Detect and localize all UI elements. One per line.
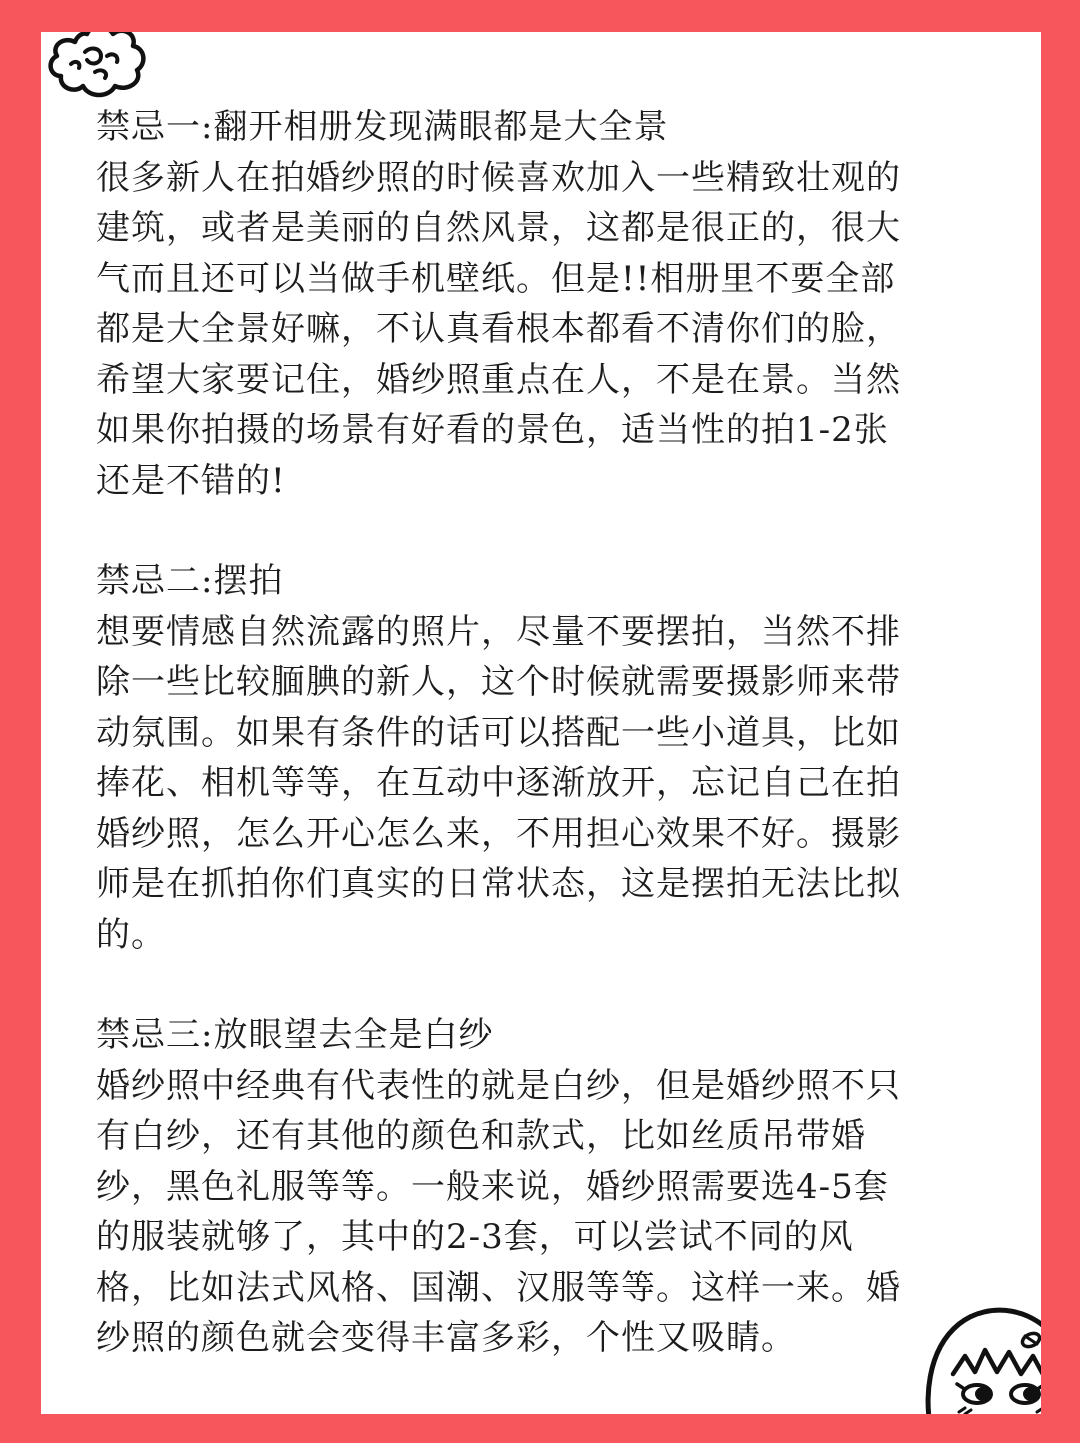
paragraph-line: 建筑，或者是美丽的自然风景，这都是很正的，很大	[96, 208, 901, 248]
paragraph-line: 还是不错的!	[96, 460, 286, 501]
article-card	[41, 32, 1041, 1414]
paragraph-line: 婚纱照，怎么开心怎么来，不用担心效果不好。摄影	[96, 813, 901, 854]
paragraph-line: 有白纱，还有其他的颜色和款式，比如丝质吊带婚	[96, 1116, 866, 1156]
paragraph-line: 纱照的颜色就会变得丰富多彩，个性又吸睛。	[96, 1318, 796, 1358]
paragraph-line: 很多新人在拍婚纱照的时候喜欢加入一些精致壮观的	[96, 157, 901, 198]
paragraph-line: 动氛围。如果有条件的话可以搭配一些小道具，比如	[96, 712, 901, 753]
paragraph-line: 希望大家要记住，婚纱照重点在人，不是在景。当然	[96, 359, 901, 400]
paragraph-line: 的服装就够了，其中的2-3套，可以尝试不同的风	[96, 1217, 854, 1257]
paragraph-line: 纱，黑色礼服等等。一般来说，婚纱照需要选4-5套	[96, 1166, 889, 1207]
paragraph-line: 都是大全景好嘛，不认真看根本都看不清你们的脸，	[96, 309, 901, 349]
paragraph-line: 如果你拍摄的场景有好看的景色，适当性的拍1-2张	[96, 410, 889, 450]
paragraph-line: 想要情感自然流露的照片，尽量不要摆拍，当然不排	[96, 611, 901, 652]
section-taboo-2	[96, 556, 996, 960]
paragraph-line: 格，比如法式风格、国潮、汉服等等。这样一来。婚	[96, 1267, 901, 1308]
paragraph-line: 婚纱照中经典有代表性的就是白纱，但是婚纱照不只	[96, 1065, 901, 1106]
article-body	[96, 102, 996, 1364]
paragraph-line: 气而且还可以当做手机壁纸。但是!!相册里不要全部	[96, 258, 896, 299]
section-taboo-3	[96, 1010, 996, 1364]
paragraph-line: 捧花、相机等等，在互动中逐渐放开，忘记自己在拍	[96, 763, 901, 803]
paragraph-line: 除一些比较腼腆的新人，这个时候就需要摄影师来带	[96, 662, 901, 702]
section-taboo-1	[96, 102, 996, 506]
paragraph-line: 师是在抓拍你们真实的日常状态，这是摆拍无法比拟	[96, 864, 901, 904]
section-title: 禁忌二:摆拍	[96, 561, 284, 601]
cloud-doodle-icon	[45, 32, 149, 104]
cartoon-girl-icon	[919, 1290, 1041, 1414]
section-title: 禁忌三:放眼望去全是白纱	[96, 1015, 494, 1055]
section-title: 禁忌一:翻开相册发现满眼都是大全景	[96, 107, 669, 147]
paragraph-line: 的。	[96, 914, 166, 955]
